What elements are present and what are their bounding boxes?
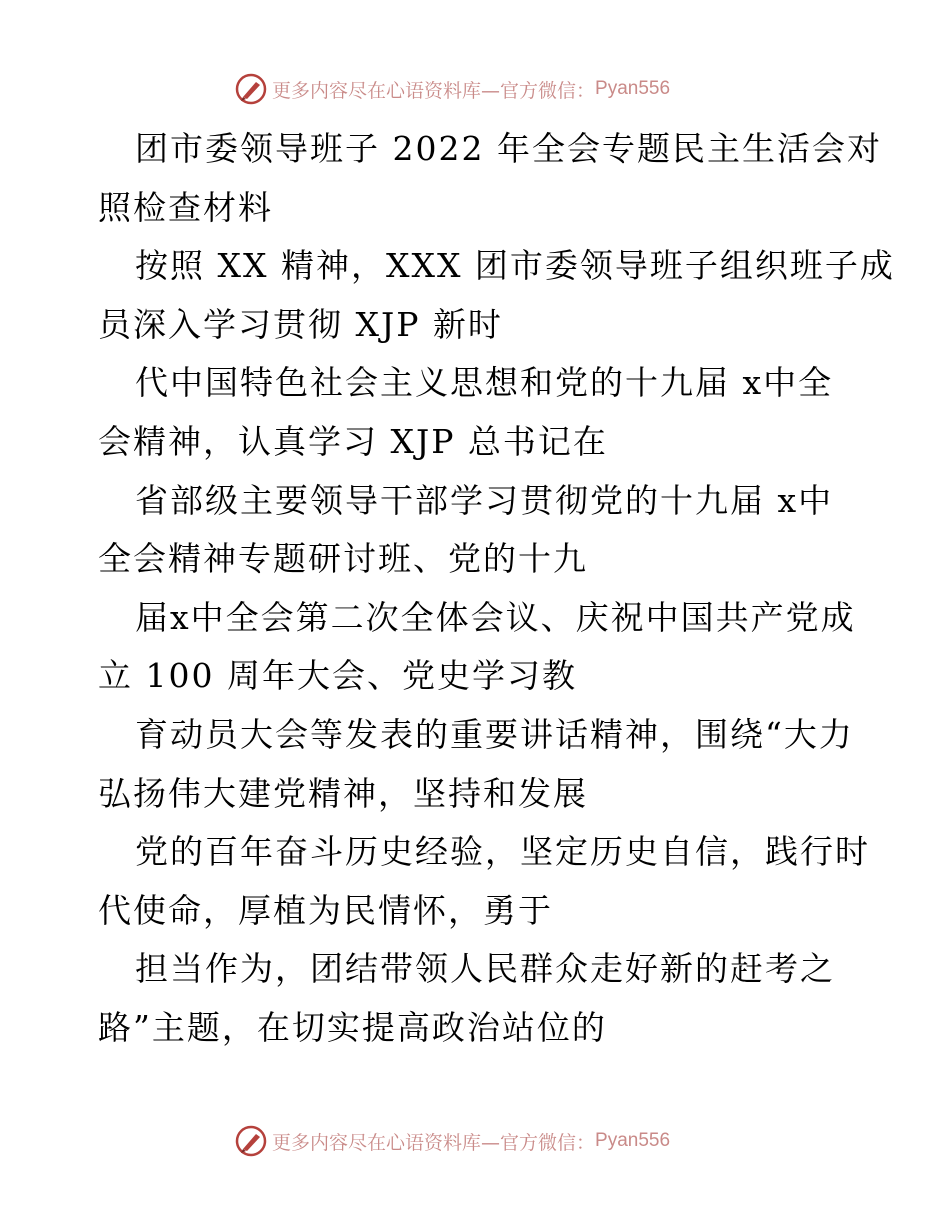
- text-line: 省部级主要领导干部学习贯彻党的十九届 x中: [135, 480, 834, 520]
- text-line: 按照 XX 精神，XXX 团市委领导班子组织班子成: [135, 246, 895, 286]
- header-watermark: [234, 72, 670, 106]
- text-line: 代中国特色社会主义思想和党的十九届 x中全: [135, 363, 834, 403]
- text-line: 团市委领导班子 2022 年全会专题民主生活会对: [135, 129, 882, 168]
- text-line: 担当作为，团结带领人民群众走好新的赶考之: [135, 949, 835, 989]
- text-line: 全会精神专题研讨班、党的十九: [98, 539, 588, 579]
- watermark-wechat-id: Pyan556: [595, 78, 671, 99]
- text-line: 届x中全会第二次全体会议、庆祝中国共产党成: [135, 597, 856, 637]
- document-body: [98, 120, 895, 1058]
- text-line: 育动员大会等发表的重要讲话精神，围绕“大力: [135, 714, 854, 754]
- text-line: 员深入学习贯彻 XJP 新时: [98, 304, 503, 344]
- watermark-text: 更多内容尽在心语资料库—官方微信：: [272, 79, 596, 102]
- pen-logo-icon: [234, 1124, 268, 1158]
- text-line: 立 100 周年大会、党史学习教: [98, 656, 577, 696]
- text-line: 代使命，厚植为民情怀，勇于: [98, 890, 553, 930]
- text-line: 弘扬伟大建党精神，坚持和发展: [98, 773, 588, 813]
- watermark-text: 更多内容尽在心语资料库—官方微信：: [272, 1131, 596, 1154]
- text-line: 照检查材料: [98, 187, 273, 227]
- footer-watermark: [234, 1124, 670, 1158]
- text-line: 路”主题，在切实提高政治站位的: [98, 1007, 607, 1047]
- text-line: 会精神，认真学习 XJP 总书记在: [98, 421, 608, 461]
- text-line: 党的百年奋斗历史经验，坚定历史自信，践行时: [135, 832, 870, 872]
- pen-logo-icon: [234, 72, 268, 106]
- watermark-wechat-id: Pyan556: [595, 1130, 671, 1151]
